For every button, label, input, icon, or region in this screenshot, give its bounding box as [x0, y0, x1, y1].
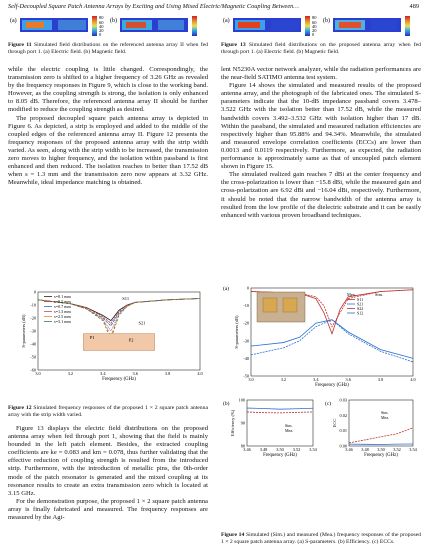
fig14-photo-patch — [283, 298, 297, 312]
fig14b-y-tick-label: 80 — [240, 443, 245, 449]
fig14c-x-tick-label: 3.54 — [409, 447, 417, 452]
fig12-x-tick-label: 3.2 — [67, 371, 74, 376]
fig14-photo-patch — [263, 298, 277, 312]
fig14-label-c: (c) — [325, 401, 332, 407]
fig12-legend-label: s=0.1 mm — [54, 294, 71, 299]
fig12-y-tick-label: 0 — [33, 289, 36, 295]
left-para-4: For the demonstration purpose, the proposed 1 × 2 square patch antenna array is finally fabricated and measured. The frequency responses are measured by the Agi- — [8, 497, 208, 522]
fig13-cbar-tick: 40 — [312, 24, 317, 29]
figure-14-caption-text: Simulated (Sim.) and measured (Mea.) frequency responses of the proposed 1 × 2 square patch antenna array. (a) S-parameters. (b) Efficiency. (c) ECCs. — [221, 532, 421, 545]
fig14a-y-axis-label: S-parameters (dB) — [234, 315, 239, 349]
fig12-s21-label: S21 — [138, 320, 146, 326]
fig14b-plot-frame — [247, 400, 313, 446]
figure-12-caption-text: Simulated frequency responses of the proposed 1 × 2 square patch antenna array with the strip width varied. — [8, 405, 208, 418]
figure-12-chart — [8, 288, 208, 394]
fig14b-series-line — [247, 412, 313, 413]
fig14a-y-tick-label: -30 — [243, 338, 249, 344]
page-number: 489 — [409, 3, 419, 10]
fig14b-x-tick-label: 3.46 — [243, 447, 251, 452]
fig14a-x-tick-label: 3.0 — [248, 377, 254, 382]
fig14a-x-tick-label: 3.8 — [377, 377, 384, 382]
fig11-label-a: (a) — [10, 18, 17, 24]
fig14b-y-tick-label: 90 — [240, 420, 245, 426]
fig13-label-a: (a) — [223, 18, 230, 24]
right-para-2: Figure 14 shows the simulated and measured results of the proposed antenna array, and the photograph of the fabricated ones. The simulated S-parameters indicate that the 10-dB impedance passband covers 3.478–3.522 GHz with the isolation better than 17.52 dB, while the measured bandwidth covers 3.492–3.532 GHz with isolation higher than 17 dB. Within the passband, the simulated and measured radiation efficiencies are respectively higher than 95.88% and 94.34%. Meanwhile, the simulated and measured envelope correlation coefficients (ECCs) are lower than 0.0013 and 0.0119 respectively. Furthermore, as expected, the radiation performance is approximately same as that of uncoupled patch element shown in Figure 15. — [221, 82, 421, 171]
fig12-legend-label: s=3.1 mm — [54, 319, 71, 324]
figure-12 — [8, 288, 208, 394]
fig14a-x-tick-label: 3.4 — [313, 377, 319, 382]
fig12-legend-label: s=2.5 mm — [54, 314, 71, 319]
fig14-label-a: (a) — [223, 286, 230, 292]
fig14b-x-tick-label: 3.54 — [309, 447, 317, 452]
fig14b-x-tick-label: 3.52 — [292, 447, 301, 452]
right-para-3: The simulated realized gain reaches 7 dBi at the center frequency and the cross-polarization is lower than −15.8 dBi, while the measured gain and cross-polarization are 6.92 dBi and −16.04 dBi, respectively. Furthermore, it should be noted that the narrow bandwidth of the antenna array is resulted from the low profile of the dielectric substrate and it can be easily enhanced with various proven broadband techniques. — [221, 171, 421, 219]
figure-14 — [221, 282, 421, 474]
fig14c-y-axis-label: ECC — [332, 418, 337, 428]
fig14b-series-line — [247, 408, 313, 409]
left-para-2: The proposed decoupled square patch antenna array is depicted in Figure 6. As depicted, a strip is employed and added to the middle of the coupled edges of the referenced antenna array II. Figure 12 presents the frequency responses of the proposed antenna array with the strip width varied. As seen, along with the strip width to be increased, the transmission zero moves to higher frequency, and the isolation within passband is first enhanced and then reduced. The isolation reaches to better than 17.52 dB when s = 1.3 mm and the transmission zero now appears at 3.32 GHz. Meanwhile, ideal impedance matching is obtained. — [8, 114, 208, 187]
fig14a-series-line — [251, 320, 413, 359]
figure-11-caption-text: Simulated field distributions on the referenced antenna array II when fed through port 1. (a) Electric field. (b) Magnetic field. — [8, 42, 208, 55]
fig12-x-tick-label: 3.8 — [164, 371, 171, 376]
fig12-legend-label: s=0.7 mm — [54, 304, 71, 309]
fig14a-y-tick-label: 0 — [246, 285, 249, 291]
fig14a-legend-label: S11 — [357, 297, 364, 302]
fig13-cbar-tick: 20 — [312, 28, 317, 33]
figure-14-caption — [221, 532, 421, 546]
fig12-legend-label: s=0.5 mm — [54, 299, 71, 304]
fig14a-legend-label: S12 — [357, 310, 364, 316]
fig14a-y-tick-label: -50 — [243, 373, 249, 379]
fig14c-x-tick-label: 3.46 — [345, 447, 353, 452]
fig14b-x-tick-label: 3.50 — [276, 447, 284, 452]
figure-14-charts — [221, 282, 421, 474]
left-para-3: Figure 13 displays the electric field distributions on the proposed antenna array when fed through port 1, showing that the field is mainly bounded in the left patch element. Besides, the extracted coupling coefficients are ke = 0.083 and km = 0.078, thus further validating that the effective reduction of coupling strength is resulted from the introduced strip. Furthermore, with the introduction of metallic pins, the 0th-order mode of the patch resonator is generated and the mixed coupling at its resonance results to create an extra transmission zero which is located at 3.15 GHz. — [8, 425, 208, 497]
fig12-x-tick-label: 3.6 — [132, 371, 138, 376]
fig14c-y-tick-label: 0.02 — [339, 412, 347, 418]
fig14b-x-axis-label: Frequency (GHz) — [263, 453, 297, 458]
fig11-cbar-tick: 40 — [99, 24, 104, 29]
fig13-label-b: (b) — [323, 18, 330, 24]
fig11-cbar-tick: 20 — [99, 28, 104, 33]
fig14b-legend-mea: Mea. — [285, 428, 294, 433]
fig14c-x-tick-label: 3.52 — [393, 447, 401, 452]
right-column-text — [221, 66, 421, 220]
fig14c-x-axis-label: Frequency (GHz) — [364, 453, 398, 458]
figure-13-caption-num: Figure 13 — [221, 42, 246, 48]
fig14a-y-tick-label: -40 — [243, 355, 249, 361]
figure-12-caption — [8, 405, 208, 419]
fig14a-x-axis-label: Frequency (GHz) — [315, 383, 349, 388]
figure-13-caption-text: Simulated field distributions on the proposed antenna array when fed through port 1. (a) Electric field. (b) Magnetic field. — [221, 42, 422, 55]
figure-14-caption-num: Figure 14 — [221, 532, 245, 538]
fig14-label-b: (b) — [223, 401, 230, 407]
fig12-y-tick-label: -50 — [30, 354, 36, 360]
fig12-x-axis-label: Frequency (GHz) — [102, 377, 136, 382]
fig14b-y-axis-label: Efficiency (%) — [230, 409, 235, 437]
fig12-y-tick-label: -60 — [30, 367, 36, 373]
figure-12-caption-num: Figure 12 — [8, 405, 32, 411]
figure-13-field-plots — [221, 14, 421, 42]
fig14c-y-tick-label: 0.01 — [339, 428, 347, 434]
fig14a-x-tick-label: 3.2 — [280, 377, 287, 382]
running-header — [8, 3, 419, 10]
fig14a-legend-sim: Sim. — [375, 292, 384, 297]
fig13-cbar-tick: 0 — [312, 32, 315, 37]
fig14a-legend-label: S22 — [357, 306, 364, 311]
fig12-x-tick-label: 4.0 — [197, 371, 203, 376]
figure-11-caption — [8, 42, 208, 56]
fig14a-y-tick-label: -20 — [243, 320, 249, 326]
figure-13 — [221, 14, 421, 44]
left-para-1: while the electric coupling is little changed. Correspondingly, the transmission zero is shifted to a higher frequency of 3.26 GHz as revealed by the frequency responses in Figure 9, which is close to the working band. However, as the coupling strength is strong, the isolation is only enhanced to 8.05 dB. Therefore, the referenced antenna array II should be further modified to reduce the coupling strength as desired. — [8, 66, 208, 114]
fig12-x-tick-label: 3.0 — [35, 371, 41, 376]
fig12-y-tick-label: -20 — [30, 315, 36, 321]
fig14c-plot-frame — [349, 400, 413, 446]
fig14c-x-tick-label: 3.48 — [361, 447, 369, 452]
running-title: Self-Decoupled Square Patch Antenna Arrays by Exciting and Using Mixed Electric/Magnetic Coupling Between… — [8, 3, 299, 10]
fig11-label-b: (b) — [110, 18, 117, 24]
right-para-1: lent N5230A vector network analyzer, while the radiation performances are the near-field SATIMO antenna test system. — [221, 66, 421, 82]
fig14a-legend-label: S21 — [357, 301, 364, 307]
fig14a-x-tick-label: 3.6 — [345, 377, 351, 382]
fig14c-y-tick-label: 0.03 — [339, 397, 347, 403]
left-column-top — [8, 66, 208, 187]
fig13-cbar-tick: 80 — [312, 15, 317, 20]
fig12-s11-label: S11 — [122, 295, 130, 301]
fig14c-y-tick-label: 0.00 — [339, 443, 347, 449]
fig14b-x-tick-label: 3.48 — [259, 447, 268, 452]
fig12-p1-label: P1 — [89, 334, 95, 340]
fig14c-legend-sim: Sim. — [381, 410, 389, 415]
fig14a-legend-mea: Mea. — [347, 292, 356, 297]
fig14a-y-tick-label: -10 — [243, 303, 249, 309]
fig14b-y-tick-label: 100 — [238, 397, 245, 403]
fig12-x-tick-label: 3.4 — [100, 371, 106, 376]
fig12-y-tick-label: -10 — [30, 302, 36, 308]
figure-11-caption-num: Figure 11 — [8, 42, 32, 48]
fig14b-legend-sim: Sim. — [285, 423, 293, 428]
fig11-cbar-tick: 60 — [99, 20, 104, 25]
figure-13-caption — [221, 42, 421, 56]
fig12-p2-label: P2 — [128, 337, 134, 343]
left-column-bottom — [8, 425, 208, 522]
fig14a-x-tick-label: 4.0 — [410, 377, 416, 382]
fig11-cbar-tick: 80 — [99, 15, 104, 20]
fig12-legend-label: s=1.3 mm — [54, 309, 71, 314]
fig11-cbar-tick: 0 — [99, 32, 102, 37]
fig12-y-axis-label: S-parameters (dB) — [21, 314, 26, 348]
fig12-y-tick-label: -30 — [30, 328, 36, 334]
fig14c-x-tick-label: 3.50 — [377, 447, 385, 452]
fig14c-series-line — [349, 428, 413, 443]
fig13-cbar-tick: 60 — [312, 20, 317, 25]
fig14c-legend-mea: Mea. — [381, 415, 390, 420]
fig12-y-tick-label: -40 — [30, 341, 36, 347]
